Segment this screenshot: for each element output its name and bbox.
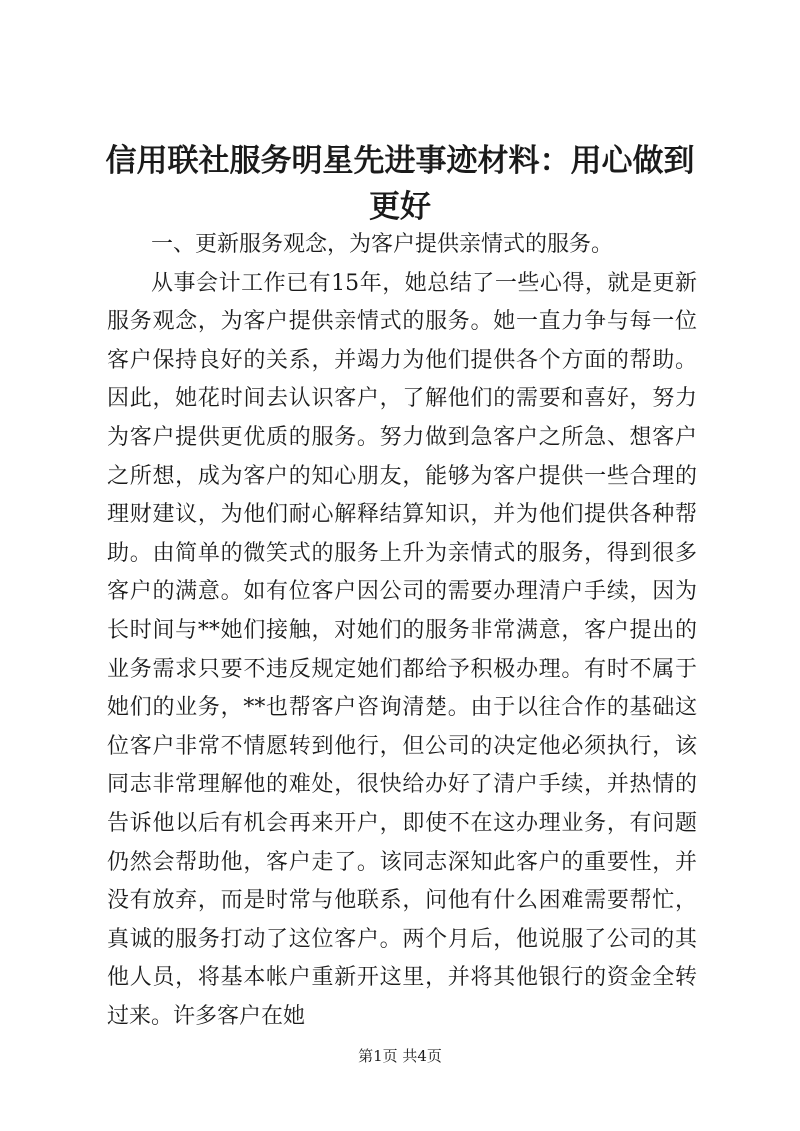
body-paragraph: 从事会计工作已有15年，她总结了一些心得，就是更新服务观念，为客户提供亲情式的服务。她一直力争与每一位客户保持良好的关系，并竭力为他们提供各个方面的帮助。因此，她花时间去认识客户，了解他们的需要和喜好，努力为客户提供更优质的服务。努力做到急客户之所急、想客户之所想，成为客户的知心朋友，能够为客户提供一些合理的理财建议，为他们耐心解释结算知识，并为他们提供各种帮助。由简单的微笑式的服务上升为亲情式的服务，得到很多客户的满意。如有位客户因公司的需要办理清户手续，因为长时间与**她们接触，对她们的服务非常满意，客户提出的业务需求只要不违反规定她们都给予积极办理。有时不属于她们的业务，**也帮客户咨询清楚。由于以往合作的基础这位客户非常不情愿转到他行，但公司的决定他必须执行，该同志非常理解他的难处，很快给办好了清户手续，并热情的告诉他以后有机会再来开户，即使不在这办理业务，有问题仍然会帮助他，客户走了。该同志深知此客户的重要性，并没有放弃，而是时常与他联系，问他有什么困难需要帮忙，真诚的服务打动了这位客户。两个月后，他说服了公司的其他人员，将基本帐户重新开这里，并将其他银行的资金全转过来。许多客户在她 [107,270,697,1029]
document-body [107,226,697,1036]
document-title: 信用联社服务明星先进事迹材料：用心做到更好 [105,143,695,225]
section-heading: 一、更新服务观念，为客户提供亲情式的服务。 [151,232,614,257]
page-number: 第1页 共4页 [358,1047,442,1065]
